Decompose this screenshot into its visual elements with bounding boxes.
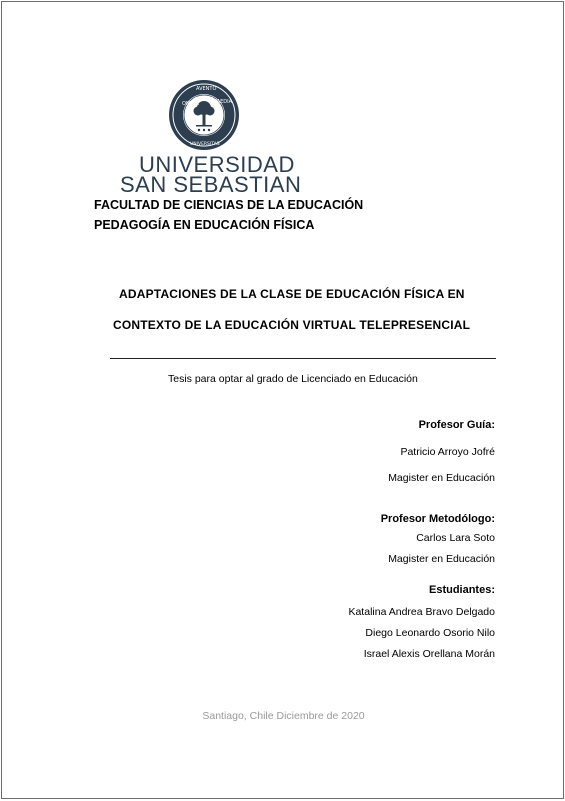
guide-label: Profesor Guía:	[418, 419, 495, 431]
university-name-line2: SAN SEBASTIAN	[120, 172, 302, 197]
student-name-2: Diego Leonardo Osorio Nilo	[365, 627, 495, 639]
faculty-name: FACULTAD DE CIENCIAS DE LA EDUCACIÓN	[94, 198, 364, 212]
guide-name: Patricio Arroyo Jofré	[400, 446, 495, 458]
seal-text-1: OMNIA	[182, 101, 199, 107]
guide-degree: Magister en Educación	[388, 472, 495, 484]
program-name: PEDAGOGÍA EN EDUCACIÓN FÍSICA	[94, 218, 315, 232]
methodologist-label: Profesor Metodólogo:	[380, 513, 495, 525]
thesis-title-line2: CONTEXTO DE LA EDUCACIÓN VIRTUAL TELEPRESENCIAL	[113, 318, 471, 332]
seal-text-4: UNIVERSITAS	[190, 142, 220, 147]
seal-text-2: AVENTO	[196, 86, 217, 92]
methodologist-degree: Magister en Educación	[388, 553, 495, 565]
methodologist-name: Carlos Lara Soto	[416, 532, 495, 544]
thesis-subtitle: Tesis para optar al grado de Licenciado en Educación	[168, 373, 418, 385]
student-name-1: Katalina Andrea Bravo Delgado	[348, 606, 495, 618]
place-and-date: Santiago, Chile Diciembre de 2020	[202, 710, 365, 722]
title-divider	[110, 358, 496, 359]
seal-text-3: PAEDIA	[214, 99, 233, 105]
student-name-3: Israel Alexis Orellana Morán	[363, 648, 495, 660]
students-label: Estudiantes:	[428, 584, 495, 596]
thesis-title-line1: ADAPTACIONES DE LA CLASE DE EDUCACIÓN FÍSICA EN	[119, 287, 465, 301]
university-name-line1: UNIVERSIDAD	[139, 152, 295, 177]
university-seal-icon	[168, 79, 240, 151]
thesis-cover-page	[1, 1, 564, 799]
